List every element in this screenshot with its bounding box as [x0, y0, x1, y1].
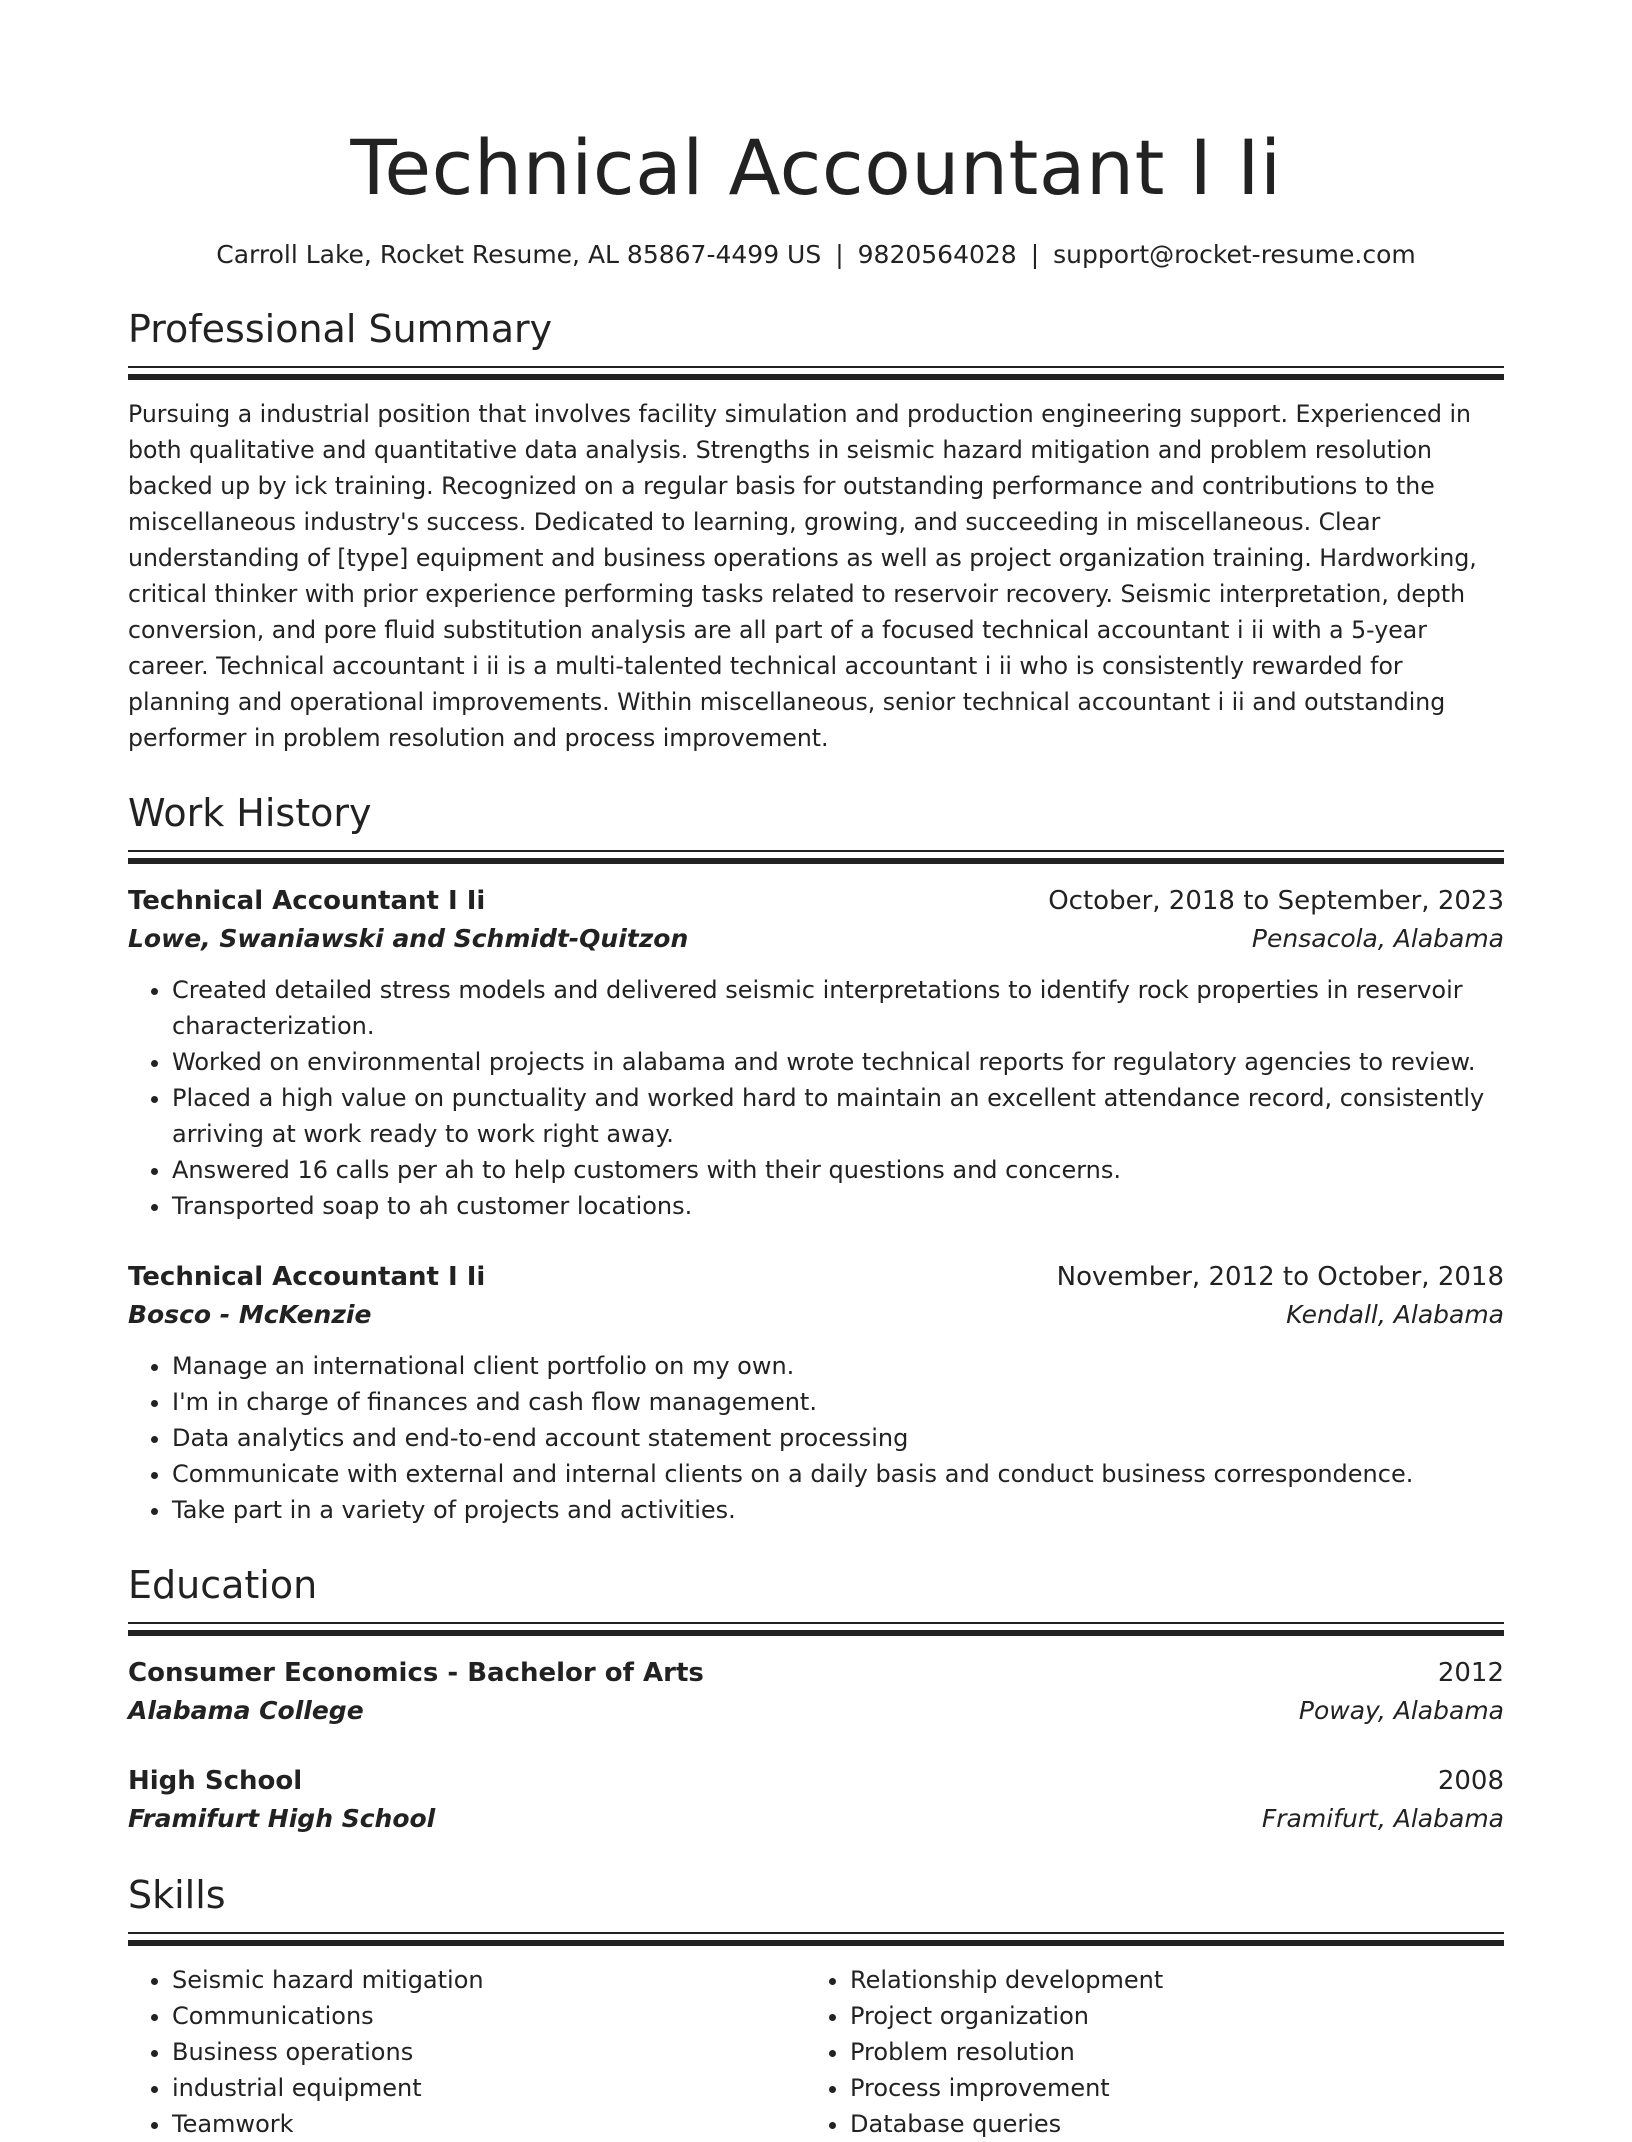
job-bullet: • Take part in a variety of projects and activities.	[172, 1492, 1504, 1528]
job-location: Pensacola, Alabama	[1251, 924, 1504, 953]
education-year: 2008	[1437, 1766, 1504, 1796]
section-divider	[128, 850, 1504, 852]
job-dates: November, 2012 to October, 2018	[1056, 1262, 1504, 1292]
job-bullet: • Transported soap to ah customer locations.	[172, 1188, 1504, 1224]
skill-item: • Communications	[172, 1998, 806, 2034]
education-degree: High School	[128, 1766, 303, 1796]
section-title-education: Education	[128, 1563, 318, 1607]
job-bullets	[128, 972, 1504, 1224]
contact-separator: |	[1030, 240, 1040, 269]
education-school: Framifurt High School	[128, 1804, 436, 1833]
education-location: Framifurt, Alabama	[1261, 1804, 1504, 1833]
job-subheader	[128, 920, 1504, 958]
education-header	[128, 1762, 1504, 1800]
section-title-skills: Skills	[128, 1873, 226, 1917]
job-title: Technical Accountant I Ii	[128, 1262, 486, 1292]
skill-item: • Teamwork	[172, 2106, 806, 2142]
job-bullet: • Answered 16 calls per ah to help customers with their questions and concerns.	[172, 1152, 1504, 1188]
education-header	[128, 1654, 1504, 1692]
contact-email: support@rocket-resume.com	[1053, 240, 1416, 269]
job-title: Technical Accountant I Ii	[128, 886, 486, 916]
job-bullet: • Manage an international client portfolio on my own.	[172, 1348, 1504, 1384]
contact-address: Carroll Lake, Rocket Resume, AL 85867-4499 US	[216, 240, 822, 269]
job-company: Bosco - McKenzie	[128, 1300, 372, 1329]
job-subheader	[128, 1296, 1504, 1334]
job-header	[128, 882, 1504, 920]
section-divider-thick	[128, 1630, 1504, 1636]
section-divider-thick	[128, 858, 1504, 864]
education-subheader	[128, 1692, 1504, 1730]
job-bullet: • Placed a high value on punctuality and worked hard to maintain an excellent attendance record, consistently arriving at work ready to work right away.	[172, 1080, 1504, 1152]
education-location: Poway, Alabama	[1298, 1696, 1504, 1725]
education-school: Alabama College	[128, 1696, 364, 1725]
resume-name: Technical Accountant I Ii	[350, 123, 1282, 212]
section-title-work: Work History	[128, 791, 372, 835]
education-entry	[128, 1762, 1504, 1838]
section-divider	[128, 366, 1504, 368]
skill-item: • Database queries	[850, 2106, 1484, 2142]
job-bullet: • Communicate with external and internal clients on a daily basis and conduct business correspondence.	[172, 1456, 1504, 1492]
education-degree: Consumer Economics - Bachelor of Arts	[128, 1658, 704, 1688]
contact-separator: |	[835, 240, 844, 269]
education-entry	[128, 1654, 1504, 1730]
skill-item: • industrial equipment	[172, 2070, 806, 2106]
contact-line	[128, 238, 1504, 272]
education-year: 2012	[1437, 1658, 1504, 1688]
job-location: Kendall, Alabama	[1286, 1300, 1504, 1329]
skill-item: • Problem resolution	[850, 2034, 1484, 2070]
section-divider-thick	[128, 374, 1504, 380]
resume-page	[128, 120, 1504, 2142]
job-header	[128, 1258, 1504, 1296]
summary-text: Pursuing a industrial position that involves facility simulation and production engineering support. Experienced in both qualitative and quantitative data analysis. Strengths in seismic hazard mitigation and problem resolution backed up by ick training. Recognized on a regular basis for outstanding performance and contributions to the miscellaneous industry's success. Dedicated to learning, growing, and succeeding in miscellaneous. Clear understanding of [type] equipment and business operations as well as project organization training. Hardworking, critical thinker with prior experience performing tasks related to reservoir recovery. Seismic interpretation, depth conversion, and pore fluid substitution analysis are all part of a focused technical accountant i ii with a 5-year career. Technical accountant i ii is a multi-talented technical accountant i ii who is consistently rewarded for planning and operational improvements. Within miscellaneous, senior technical accountant i ii and outstanding performer in problem resolution and process improvement.	[128, 400, 1477, 752]
job-company: Lowe, Swaniawski and Schmidt-Quitzon	[128, 924, 689, 953]
section-divider	[128, 1622, 1504, 1624]
job-bullet: • I'm in charge of finances and cash flow management.	[172, 1384, 1504, 1420]
job-bullet: • Worked on environmental projects in alabama and wrote technical reports for regulatory agencies to review.	[172, 1044, 1504, 1080]
job-entry	[128, 882, 1504, 1224]
job-bullet: • Created detailed stress models and delivered seismic interpretations to identify rock properties in reservoir characterization.	[172, 972, 1504, 1044]
skill-item: • Relationship development	[850, 1962, 1484, 1998]
section-title-summary: Professional Summary	[128, 307, 553, 351]
skills-column-right	[806, 1962, 1484, 2142]
skill-item: • Business operations	[172, 2034, 806, 2070]
skill-item: • Process improvement	[850, 2070, 1484, 2106]
job-bullets	[128, 1348, 1504, 1528]
contact-phone: 9820564028	[857, 240, 1017, 269]
skill-item: • Project organization	[850, 1998, 1484, 2034]
skill-item: • Seismic hazard mitigation	[172, 1962, 806, 1998]
section-divider-thick	[128, 1940, 1504, 1946]
job-dates: October, 2018 to September, 2023	[1048, 886, 1504, 916]
education-subheader	[128, 1800, 1504, 1838]
skills-list	[128, 1962, 1504, 2142]
job-entry	[128, 1258, 1504, 1528]
skills-column-left	[128, 1962, 806, 2142]
section-divider	[128, 1932, 1504, 1934]
job-bullet: • Data analytics and end-to-end account statement processing	[172, 1420, 1504, 1456]
